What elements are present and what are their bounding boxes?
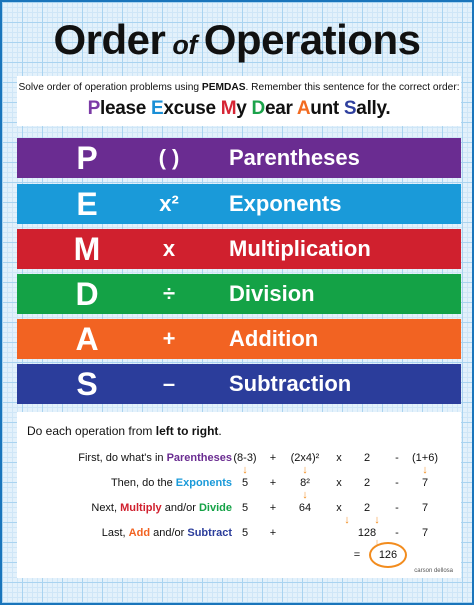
- band-operation-name: Exponents: [229, 191, 342, 216]
- equation-term: 2: [363, 452, 371, 464]
- step-keyword: Exponents: [175, 477, 232, 489]
- result-value: 126: [378, 549, 398, 561]
- equation-term: 7: [421, 527, 429, 539]
- equation-term: 64: [298, 502, 312, 514]
- band-symbol: ( ): [158, 145, 180, 170]
- band-letter: D: [75, 276, 99, 312]
- equation-term: 2: [363, 502, 371, 514]
- band-operation-name: Addition: [229, 326, 319, 351]
- mnemonic-initial: D: [251, 98, 265, 119]
- step-keyword: Multiply: [120, 502, 162, 514]
- equation-term: +: [269, 477, 277, 489]
- equation-term: (8-3): [233, 452, 257, 464]
- publisher-logo: carson dellosa: [414, 568, 453, 574]
- intro-panel: [17, 76, 461, 126]
- equation-term: x: [336, 502, 342, 514]
- down-arrow-icon: ↓: [374, 537, 380, 549]
- equation-term: -: [395, 502, 399, 514]
- equation-term: x: [336, 477, 342, 489]
- mnemonic-word-rest: xcuse: [163, 98, 221, 119]
- down-arrow-icon: ↓: [242, 464, 248, 476]
- equation-term: +: [269, 527, 277, 539]
- band-letter: A: [75, 321, 99, 357]
- down-arrow-icon: ↓: [422, 464, 428, 476]
- band-symbol: ÷: [162, 281, 176, 306]
- equation-term: 5: [241, 477, 249, 489]
- equation-term: 7: [421, 477, 429, 489]
- step-text: and/or: [161, 502, 199, 514]
- step-2-description: [17, 477, 232, 489]
- answer-circle: [369, 542, 407, 568]
- band-addition: [17, 319, 461, 359]
- step-1-description: [17, 452, 232, 464]
- intro-text-before: Solve order of operation problems using: [18, 82, 202, 93]
- mnemonic-word-rest: ally.: [356, 98, 391, 119]
- equation-term: 2: [363, 477, 371, 489]
- result-equals: =: [353, 549, 361, 561]
- down-arrow-icon: ↓: [302, 489, 308, 501]
- title-word-of: of: [172, 30, 197, 60]
- title-word-order: Order: [53, 16, 166, 63]
- down-arrow-icon: ↓: [374, 514, 380, 526]
- equation-term: 5: [241, 502, 249, 514]
- step-keyword: Parentheses: [166, 452, 232, 464]
- intro-pemdas: PEMDAS: [201, 82, 246, 93]
- equation-term: x: [336, 452, 342, 464]
- step-4-description: [17, 527, 232, 539]
- down-arrow-icon: ↓: [302, 464, 308, 476]
- page-title: [2, 16, 472, 64]
- mnemonic-word-rest: y: [236, 98, 252, 119]
- band-operation-name: Subtraction: [229, 371, 352, 396]
- band-operation-name: Multiplication: [229, 236, 371, 261]
- equation-term: +: [269, 502, 277, 514]
- example-heading-bold: left to right: [155, 424, 219, 438]
- mnemonic-word-rest: lease: [100, 98, 152, 119]
- band-exponents: [17, 184, 461, 224]
- step-3-description: [17, 502, 232, 514]
- step-text: Then, do the: [110, 477, 176, 489]
- step-keyword: Add: [128, 527, 151, 539]
- band-symbol: x: [162, 236, 176, 261]
- band-letter: S: [76, 366, 98, 402]
- band-symbol: –: [162, 371, 176, 396]
- example-panel: [17, 412, 461, 578]
- band-operation-name: Division: [229, 281, 315, 306]
- step-text: and/or: [150, 527, 188, 539]
- band-letter: E: [76, 186, 98, 222]
- down-arrow-icon: ↓: [344, 514, 350, 526]
- mnemonic-word-rest: unt: [310, 98, 344, 119]
- band-operation-name: Parentheses: [229, 145, 360, 170]
- mnemonic-initial: E: [151, 98, 164, 119]
- band-subtraction: [17, 364, 461, 404]
- step-text: First, do what's in: [78, 452, 167, 464]
- mnemonic-sentence: [17, 98, 461, 120]
- mnemonic-word-rest: ear: [264, 98, 297, 119]
- equation-term: 8²: [300, 477, 310, 489]
- equation-term: (2x4)²: [290, 452, 320, 464]
- equation-term: +: [269, 452, 277, 464]
- band-letter: M: [73, 231, 101, 267]
- intro-text-after: . Remember this sentence for the correct order:: [245, 82, 460, 93]
- title-word-operations: Operations: [203, 16, 421, 63]
- equation-term: 128: [357, 527, 377, 539]
- band-multiplication: [17, 229, 461, 269]
- step-text: Last,: [101, 527, 129, 539]
- mnemonic-initial: S: [343, 98, 357, 119]
- mnemonic-initial: A: [296, 98, 311, 119]
- mnemonic-initial: P: [87, 98, 100, 119]
- equation-term: (1+6): [412, 452, 438, 464]
- example-heading: [27, 424, 222, 438]
- step-text: Next,: [91, 502, 121, 514]
- band-parentheses: [17, 138, 461, 178]
- equation-term: -: [395, 477, 399, 489]
- band-symbol: x²: [159, 191, 179, 216]
- band-symbol: +: [162, 326, 176, 351]
- band-division: [17, 274, 461, 314]
- equation-term: -: [395, 527, 399, 539]
- equation-term: 5: [241, 527, 249, 539]
- equation-term: -: [395, 452, 399, 464]
- mnemonic-initial: M: [220, 98, 237, 119]
- step-keyword: Subtract: [187, 527, 232, 539]
- band-letter: P: [76, 140, 98, 176]
- step-keyword: Divide: [198, 502, 232, 514]
- equation-term: 7: [421, 502, 429, 514]
- example-heading-before: Do each operation from: [27, 424, 156, 438]
- intro-text: [17, 82, 461, 93]
- example-heading-after: .: [218, 424, 222, 438]
